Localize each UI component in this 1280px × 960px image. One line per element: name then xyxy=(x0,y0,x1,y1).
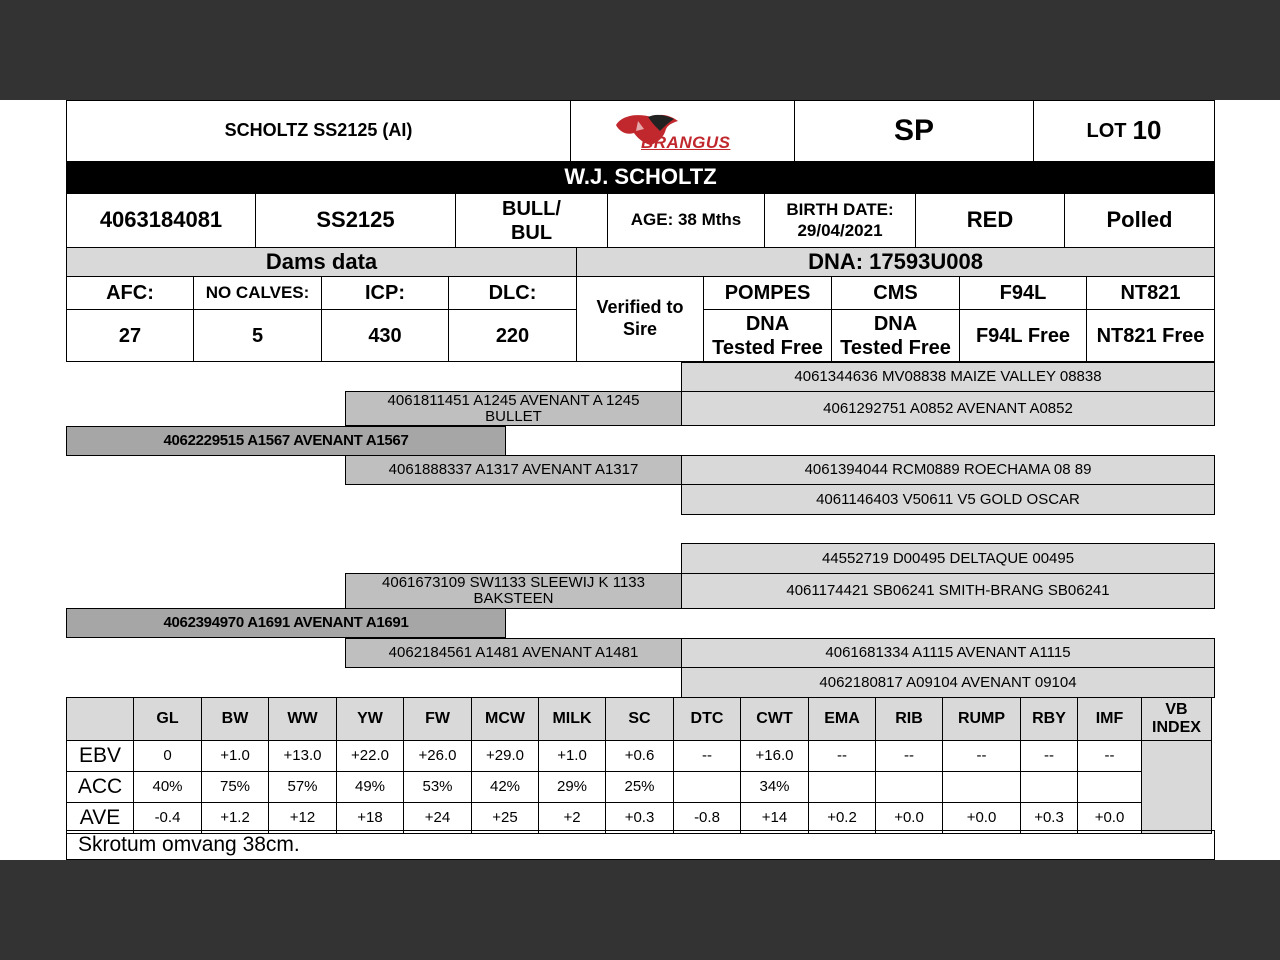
ebv-cell: +1.0 xyxy=(202,741,269,772)
pedigree-sire-sire-sire: 4061344636 MV08838 MAIZE VALLEY 08838 xyxy=(681,362,1215,392)
ebv-cell: +2 xyxy=(539,803,606,834)
birth-date-label: BIRTH DATE: xyxy=(786,200,894,220)
afc-value: 27 xyxy=(66,309,194,362)
ebv-cell: +0.0 xyxy=(1078,803,1142,834)
ebv-col-header: WW xyxy=(269,698,337,741)
ebv-corner-cell xyxy=(67,698,134,741)
birth-date-value: 29/04/2021 xyxy=(797,220,883,240)
pedigree-dam-dam-sire: 4061681334 A1115 AVENANT A1115 xyxy=(681,638,1215,668)
ebv-cell: -- xyxy=(943,741,1021,772)
pedigree-sire-sire: 4061811451 A1245 AVENANT A 1245 BULLET xyxy=(345,391,682,426)
ebv-cell: -- xyxy=(1021,741,1078,772)
ebv-col-header: CWT xyxy=(741,698,809,741)
lot-number: 10 xyxy=(1132,115,1162,146)
pompes-value: DNA Tested Free xyxy=(703,309,832,362)
lot-label: LOT xyxy=(1086,120,1127,142)
animal-colour: RED xyxy=(915,193,1065,248)
ebv-row-label: AVE xyxy=(67,803,134,834)
ebv-row-label: EBV xyxy=(67,741,134,772)
ebv-col-header: IMF xyxy=(1078,698,1142,741)
ebv-cell: -- xyxy=(809,741,876,772)
cms-value: DNA Tested Free xyxy=(831,309,960,362)
ebv-cell xyxy=(674,772,741,803)
ebv-cell: +0.6 xyxy=(606,741,674,772)
pedigree-dam-sire-sire: 44552719 D00495 DELTAQUE 00495 xyxy=(681,543,1215,574)
f94l-label: F94L xyxy=(959,276,1087,310)
nt821-label: NT821 xyxy=(1086,276,1215,310)
ebv-col-header: EMA xyxy=(809,698,876,741)
ebv-col-header: GL xyxy=(134,698,202,741)
ebv-cell: 34% xyxy=(741,772,809,803)
dlc-value: 220 xyxy=(448,309,577,362)
ebv-col-header: SC xyxy=(606,698,674,741)
ebv-col-header: DTC xyxy=(674,698,741,741)
ebv-header-row xyxy=(67,698,1212,741)
animal-sex: BULL/ BUL xyxy=(455,193,608,248)
pedigree-dam-sire-dam: 4061174421 SB06241 SMITH-BRANG SB06241 xyxy=(681,573,1215,609)
ebv-cell: 0 xyxy=(134,741,202,772)
animal-code: SS2125 xyxy=(255,193,456,248)
ebv-cell xyxy=(943,772,1021,803)
ebv-cell: +0.2 xyxy=(809,803,876,834)
pedigree-sire: 4062229515 A1567 AVENANT A1567 xyxy=(66,426,506,456)
ebv-cell: +0.0 xyxy=(943,803,1021,834)
ebv-cell: -- xyxy=(876,741,943,772)
pedigree-dam-dam: 4062184561 A1481 AVENANT A1481 xyxy=(345,638,682,668)
ebv-cell: 53% xyxy=(404,772,472,803)
ebv-cell: 29% xyxy=(539,772,606,803)
ebv-cell: +16.0 xyxy=(741,741,809,772)
sale-catalogue-page xyxy=(0,100,1280,860)
ebv-cell: +0.3 xyxy=(1021,803,1078,834)
vb-index-cell xyxy=(1142,741,1212,834)
dlc-label: DLC: xyxy=(448,276,577,310)
animal-id: 4063184081 xyxy=(66,193,256,248)
ebv-cell xyxy=(809,772,876,803)
birth-date-box xyxy=(764,193,916,248)
calves-label: NO CALVES: xyxy=(193,276,322,310)
ebv-cell: +26.0 xyxy=(404,741,472,772)
ebv-table xyxy=(66,697,1212,834)
ebv-cell: +0.0 xyxy=(876,803,943,834)
logo-text: BRANGUS xyxy=(641,133,731,152)
ebv-cell: +24 xyxy=(404,803,472,834)
afc-label: AFC: xyxy=(66,276,194,310)
dna-title: DNA: 17593U008 xyxy=(576,247,1215,277)
calves-value: 5 xyxy=(193,309,322,362)
ebv-col-header: BW xyxy=(202,698,269,741)
dams-title: Dams data xyxy=(66,247,577,277)
ebv-col-header: MILK xyxy=(539,698,606,741)
ebv-cell: +0.3 xyxy=(606,803,674,834)
ebv-cell: -- xyxy=(1078,741,1142,772)
ebv-cell: +1.2 xyxy=(202,803,269,834)
icp-label: ICP: xyxy=(321,276,449,310)
pompes-label: POMPES xyxy=(703,276,832,310)
ebv-cell: +1.0 xyxy=(539,741,606,772)
pedigree-dam-sire: 4061673109 SW1133 SLEEWIJ K 1133 BAKSTEEN xyxy=(345,573,682,609)
pedigree-sire-dam: 4061888337 A1317 AVENANT A1317 xyxy=(345,455,682,485)
verified-to-sire: Verified to Sire xyxy=(576,276,704,362)
cms-label: CMS xyxy=(831,276,960,310)
ebv-col-header: FW xyxy=(404,698,472,741)
pedigree-sire-dam-dam: 4061146403 V50611 V5 GOLD OSCAR xyxy=(681,484,1215,515)
ebv-cell xyxy=(1021,772,1078,803)
brangus-logo xyxy=(570,100,795,162)
ebv-row xyxy=(67,741,1212,772)
ebv-cell: -0.8 xyxy=(674,803,741,834)
ebv-cell: 75% xyxy=(202,772,269,803)
ebv-col-header: RBY xyxy=(1021,698,1078,741)
ebv-cell: 25% xyxy=(606,772,674,803)
ebv-cell: 40% xyxy=(134,772,202,803)
ebv-cell: +14 xyxy=(741,803,809,834)
ebv-row-label: ACC xyxy=(67,772,134,803)
ebv-col-header: RUMP xyxy=(943,698,1021,741)
nt821-value: NT821 Free xyxy=(1086,309,1215,362)
pedigree-dam-dam-dam: 4062180817 A09104 AVENANT 09104 xyxy=(681,667,1215,698)
animal-age: AGE: 38 Mths xyxy=(607,193,765,248)
f94l-value: F94L Free xyxy=(959,309,1087,362)
ebv-cell: +18 xyxy=(337,803,404,834)
pedigree-dam: 4062394970 A1691 AVENANT A1691 xyxy=(66,608,506,638)
acc-row xyxy=(67,772,1212,803)
ebv-cell: 42% xyxy=(472,772,539,803)
ebv-col-header-vb-index: VB INDEX xyxy=(1142,698,1212,741)
horn-status: Polled xyxy=(1064,193,1215,248)
ave-row xyxy=(67,803,1212,834)
ebv-cell: +22.0 xyxy=(337,741,404,772)
icp-value: 430 xyxy=(321,309,449,362)
ebv-cell: -0.4 xyxy=(134,803,202,834)
ebv-cell: 57% xyxy=(269,772,337,803)
ebv-col-header: MCW xyxy=(472,698,539,741)
ebv-cell: 49% xyxy=(337,772,404,803)
breed-code: SP xyxy=(794,100,1034,162)
pedigree-sire-sire-dam: 4061292751 A0852 AVENANT A0852 xyxy=(681,391,1215,426)
ebv-cell: +12 xyxy=(269,803,337,834)
ebv-cell: -- xyxy=(674,741,741,772)
ebv-cell xyxy=(876,772,943,803)
lot-box xyxy=(1033,100,1215,162)
remark-note: Skrotum omvang 38cm. xyxy=(66,830,1215,860)
ebv-cell xyxy=(1078,772,1142,803)
ebv-cell: +29.0 xyxy=(472,741,539,772)
pedigree-sire-dam-sire: 4061394044 RCM0889 ROECHAMA 08 89 xyxy=(681,455,1215,485)
ebv-col-header: YW xyxy=(337,698,404,741)
ebv-cell: +13.0 xyxy=(269,741,337,772)
ebv-col-header: RIB xyxy=(876,698,943,741)
ebv-cell: +25 xyxy=(472,803,539,834)
breeder-name: W.J. SCHOLTZ xyxy=(66,162,1215,193)
animal-name: SCHOLTZ SS2125 (AI) xyxy=(66,100,571,162)
